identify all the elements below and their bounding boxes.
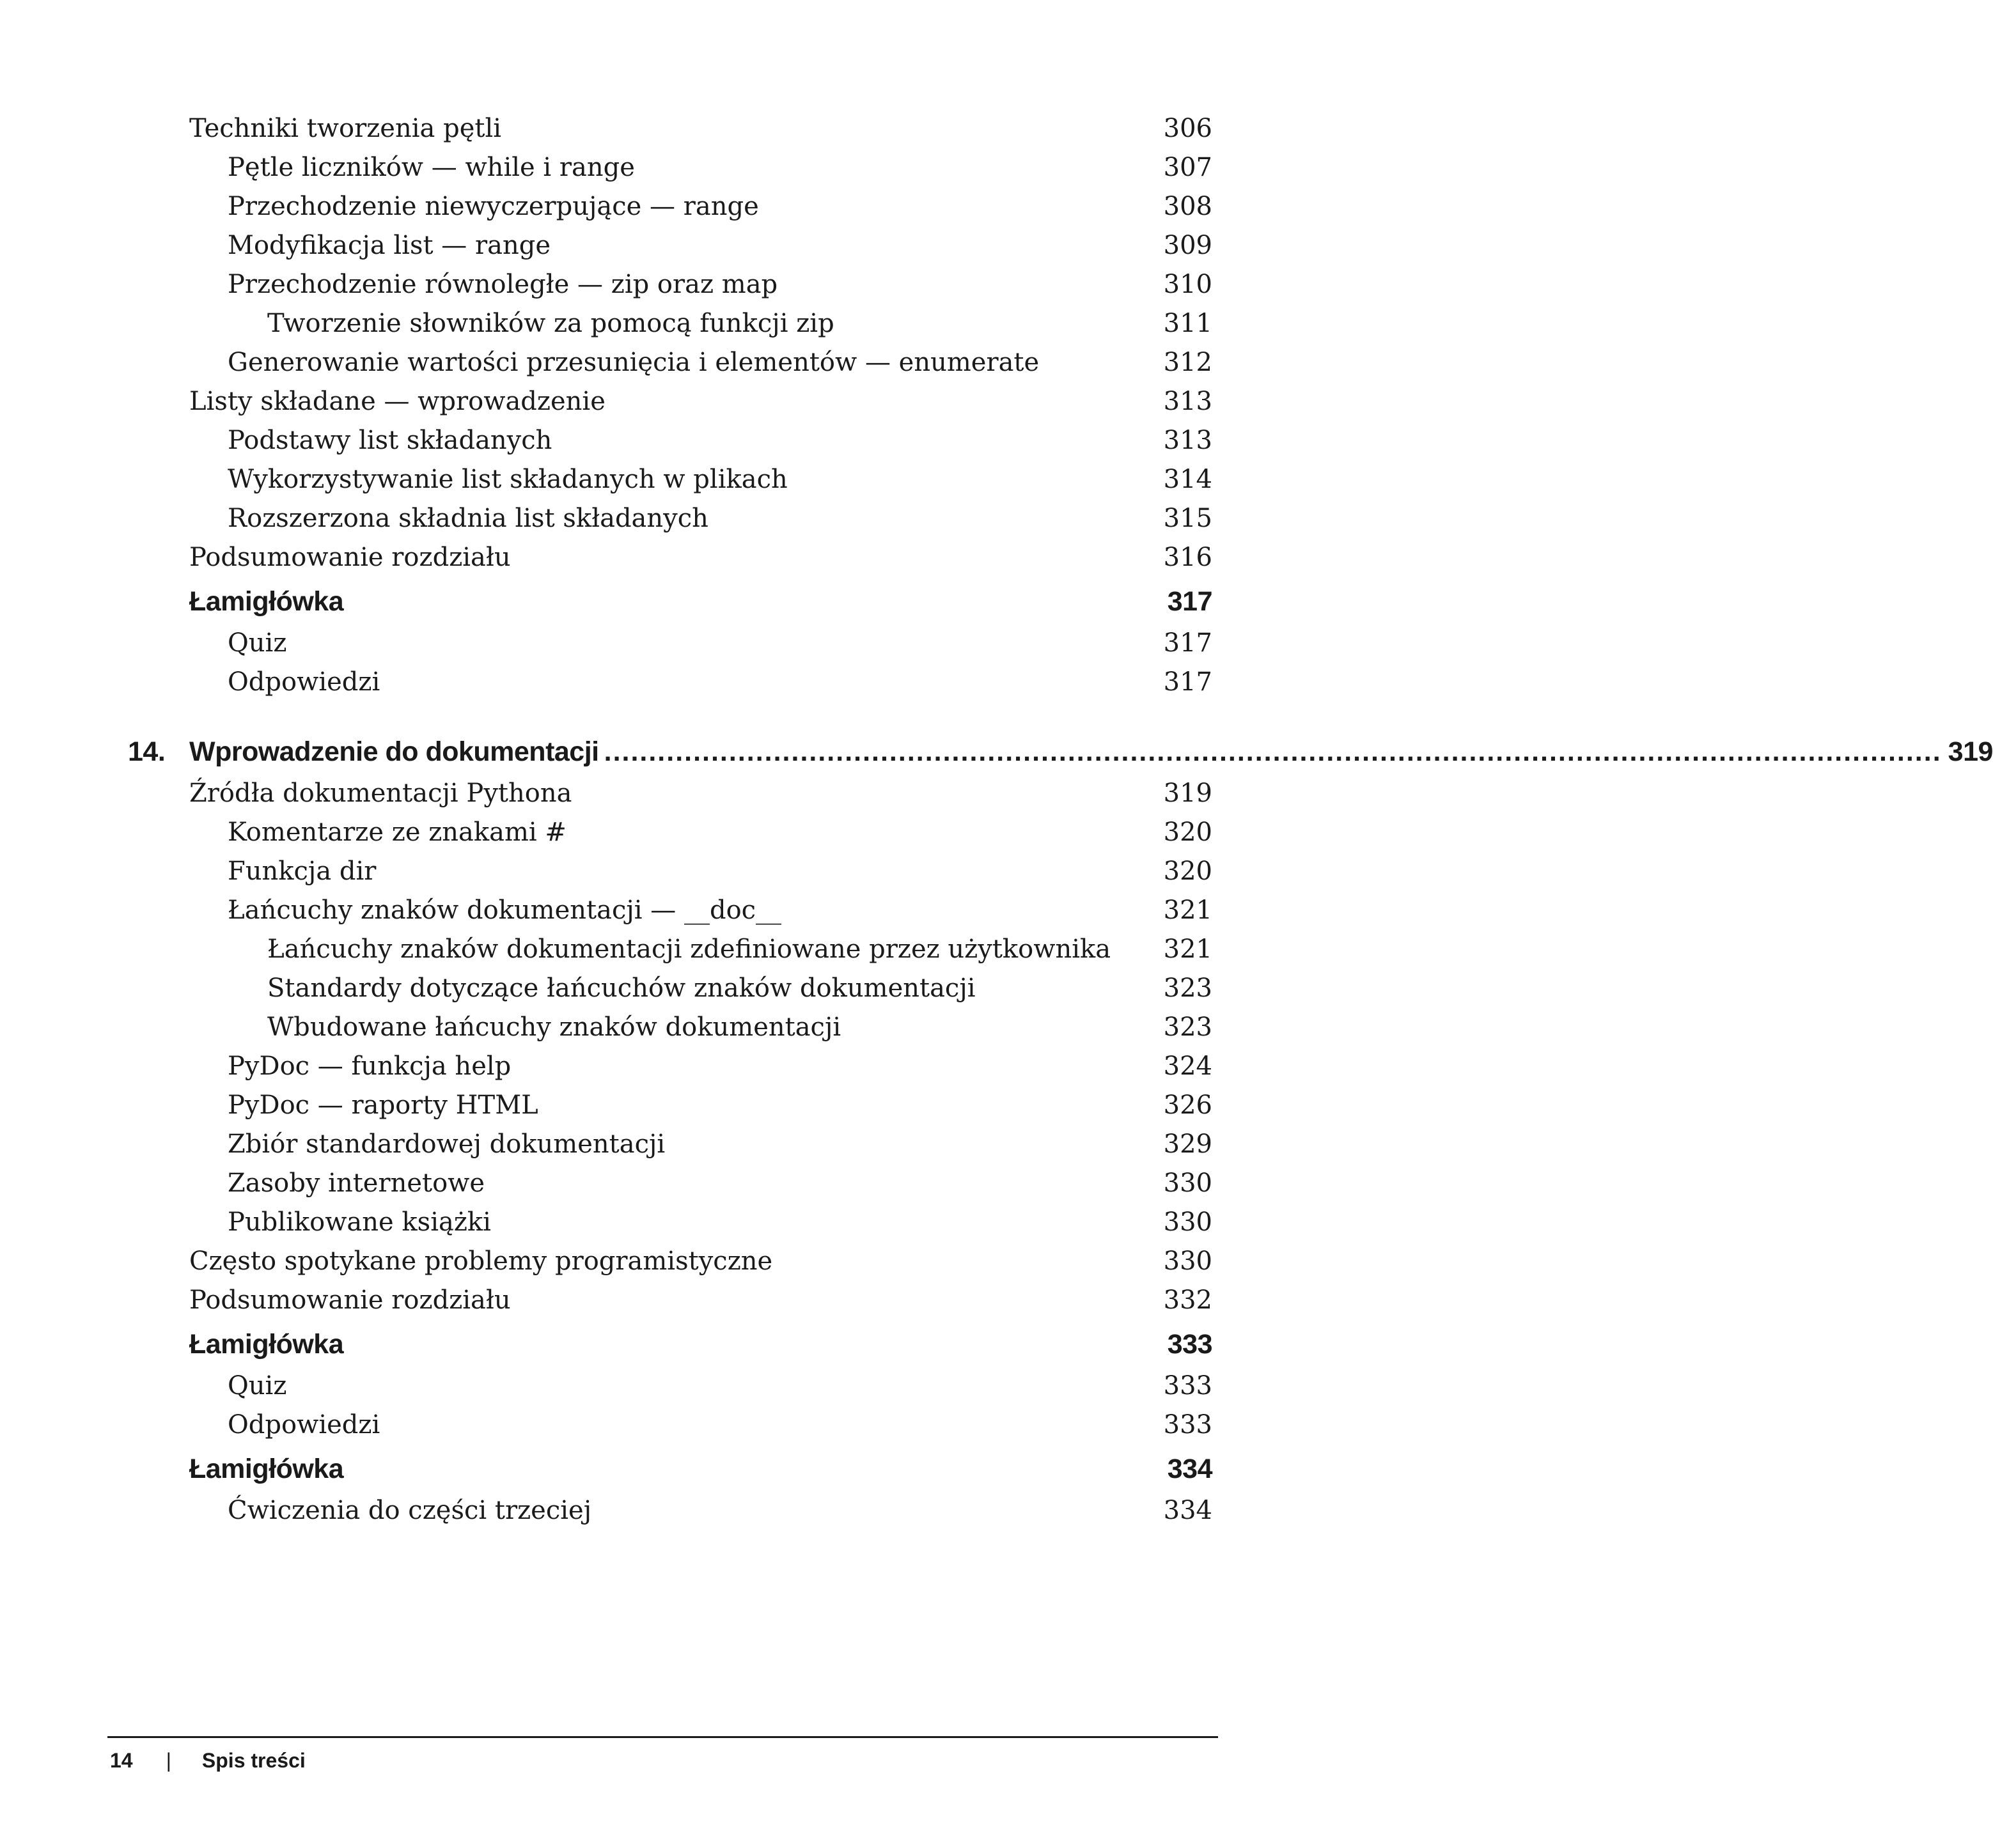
toc-section-entry: [189, 586, 1212, 625]
toc-entry-title: Często spotykane problemy programistyczne: [189, 1246, 773, 1276]
toc-entry-page: 326: [1163, 1091, 1212, 1120]
toc-entry: [189, 1130, 1212, 1168]
toc-entry-title: Listy składane — wprowadzenie: [189, 387, 606, 416]
toc-entry: [189, 667, 1212, 706]
toc-entry-page: 316: [1163, 543, 1212, 572]
toc-entry-title: Zbiór standardowej dokumentacji: [228, 1130, 666, 1159]
toc-entry-page: 323: [1163, 1013, 1212, 1042]
toc-section-page: 334: [1167, 1454, 1212, 1484]
toc-entry-page: 329: [1163, 1130, 1212, 1159]
toc-entry: [189, 504, 1212, 542]
toc-entry: [189, 465, 1212, 503]
toc-entry-page: 323: [1163, 974, 1212, 1003]
toc-entry: [189, 270, 1212, 308]
toc-entry-title: Ćwiczenia do części trzeciej: [228, 1496, 592, 1525]
toc-entry-page: 320: [1163, 818, 1212, 847]
footer-separator: |: [166, 1748, 171, 1772]
toc-entry-page: 307: [1163, 153, 1212, 182]
toc-entry: [189, 1013, 1212, 1051]
toc-entry-page: 319: [1163, 779, 1212, 808]
toc-chapter-number: 14.: [128, 736, 166, 767]
toc-entry: [189, 935, 1212, 973]
toc-entry: [189, 348, 1212, 386]
toc-entry: [189, 192, 1212, 230]
toc-entry-title: Funkcja dir: [228, 857, 377, 886]
toc-section-page: 317: [1167, 586, 1212, 617]
toc-entry: [189, 1246, 1212, 1285]
toc-entry-title: Rozszerzona składnia list składanych: [228, 504, 708, 533]
footer-page-number: 14: [110, 1748, 133, 1772]
toc-entry-page: 306: [1163, 114, 1212, 143]
toc-entry-title: Standardy dotyczące łańcuchów znaków dokumentacji: [267, 974, 976, 1003]
toc-entry-title: Podsumowanie rozdziału: [189, 1285, 511, 1315]
toc-entry-title: Wykorzystywanie list składanych w plikach: [228, 465, 788, 494]
toc-entry-title: Modyfikacja list — range: [228, 231, 551, 260]
toc-entry: [189, 543, 1212, 581]
toc-entry-page: 313: [1163, 426, 1212, 455]
toc-entry-page: 317: [1163, 628, 1212, 658]
toc-section-title: Łamigłówka: [189, 1329, 344, 1360]
toc-entry-title: Pętle liczników — while i range: [228, 153, 635, 182]
toc-entry: [189, 153, 1212, 191]
toc-chapter-title: Wprowadzenie do dokumentacji: [189, 736, 599, 767]
toc-entry-title: Podstawy list składanych: [228, 426, 552, 455]
footer-divider: [107, 1736, 1218, 1738]
toc-entry: [189, 1091, 1212, 1129]
toc-entry: [189, 114, 1212, 152]
page-footer: [110, 1743, 306, 1778]
toc-entry: [189, 1371, 1212, 1409]
toc-entry-page: 311: [1163, 309, 1212, 338]
toc-entry-title: Odpowiedzi: [228, 1410, 380, 1440]
toc-entry-title: Źródła dokumentacji Pythona: [189, 779, 572, 808]
toc-entry-title: Odpowiedzi: [228, 667, 380, 697]
toc-entry-title: Przechodzenie równoległe — zip oraz map: [228, 270, 778, 299]
toc-entry-title: Wbudowane łańcuchy znaków dokumentacji: [267, 1013, 841, 1042]
toc-entry: [189, 974, 1212, 1012]
toc-entry-page: 330: [1163, 1169, 1212, 1198]
toc-entry: [189, 1169, 1212, 1207]
toc-entry-title: Łańcuchy znaków dokumentacji zdefiniowane przez użytkownika: [267, 935, 1111, 964]
toc-entry-title: Przechodzenie niewyczerpujące — range: [228, 192, 759, 221]
toc-entry-title: Quiz: [228, 628, 287, 658]
toc-entry: [189, 387, 1212, 425]
toc-section-entry: [189, 1329, 1212, 1367]
toc-chapter-page: 319: [1948, 736, 1993, 767]
toc-section-entry: [189, 1454, 1212, 1492]
toc-entry-title: Łańcuchy znaków dokumentacji — __doc__: [228, 896, 782, 925]
toc-entry-title: Techniki tworzenia pętli: [189, 114, 502, 143]
toc-entry: [189, 628, 1212, 667]
toc-entry: [189, 779, 1212, 817]
toc-entry-page: 333: [1163, 1371, 1212, 1401]
toc-entry-title: Tworzenie słowników za pomocą funkcji zip: [267, 309, 834, 338]
toc-entry-page: 321: [1163, 935, 1212, 964]
footer-section-title: Spis treści: [201, 1748, 306, 1772]
toc-entry: [189, 857, 1212, 895]
toc-entry: [189, 1285, 1212, 1324]
toc-section-title: Łamigłówka: [189, 1454, 344, 1484]
toc-entry-title: PyDoc — raporty HTML: [228, 1091, 538, 1120]
toc-entry: [189, 426, 1212, 464]
toc-entry: [189, 231, 1212, 269]
toc-entry-page: 324: [1163, 1052, 1212, 1081]
toc-entry-title: Komentarze ze znakami #: [228, 818, 567, 847]
toc-entry: [189, 309, 1212, 347]
toc-entry-page: 333: [1163, 1410, 1212, 1440]
toc-section-page: 333: [1167, 1329, 1212, 1360]
toc-entry: [189, 1410, 1212, 1448]
toc-entry-page: 317: [1163, 667, 1212, 697]
toc-entry-title: Publikowane książki: [228, 1207, 491, 1237]
toc-entry-title: Generowanie wartości przesunięcia i elementów — enumerate: [228, 348, 1040, 377]
toc-entry-page: 330: [1163, 1246, 1212, 1276]
toc-entry-page: 334: [1163, 1496, 1212, 1525]
toc-section-title: Łamigłówka: [189, 586, 344, 617]
toc-entry: [189, 896, 1212, 934]
toc-entry-title: Quiz: [228, 1371, 287, 1401]
toc-entry: [189, 1052, 1212, 1090]
toc-entry-title: Podsumowanie rozdziału: [189, 543, 511, 572]
toc-entry-page: 312: [1163, 348, 1212, 377]
toc-entry-page: 321: [1163, 896, 1212, 925]
toc-entry: [189, 818, 1212, 856]
toc-entry-page: 314: [1163, 465, 1212, 494]
toc-entry-page: 313: [1163, 387, 1212, 416]
toc-entry-title: Zasoby internetowe: [228, 1169, 485, 1198]
toc-entry-page: 332: [1163, 1285, 1212, 1315]
toc-entry-page: 330: [1163, 1207, 1212, 1237]
toc-dot-leader: ......................................................................................................................................................: [604, 736, 1942, 767]
toc-entry-page: 315: [1163, 504, 1212, 533]
toc-entry-page: 309: [1163, 231, 1212, 260]
toc-entry-page: 310: [1163, 270, 1212, 299]
toc-entry: [189, 1496, 1212, 1534]
toc-chapter-entry: [128, 736, 1993, 775]
toc-entry-page: 320: [1163, 857, 1212, 886]
toc-entry-title: PyDoc — funkcja help: [228, 1052, 512, 1081]
toc-entry: [189, 1207, 1212, 1246]
toc-entry-page: 308: [1163, 192, 1212, 221]
